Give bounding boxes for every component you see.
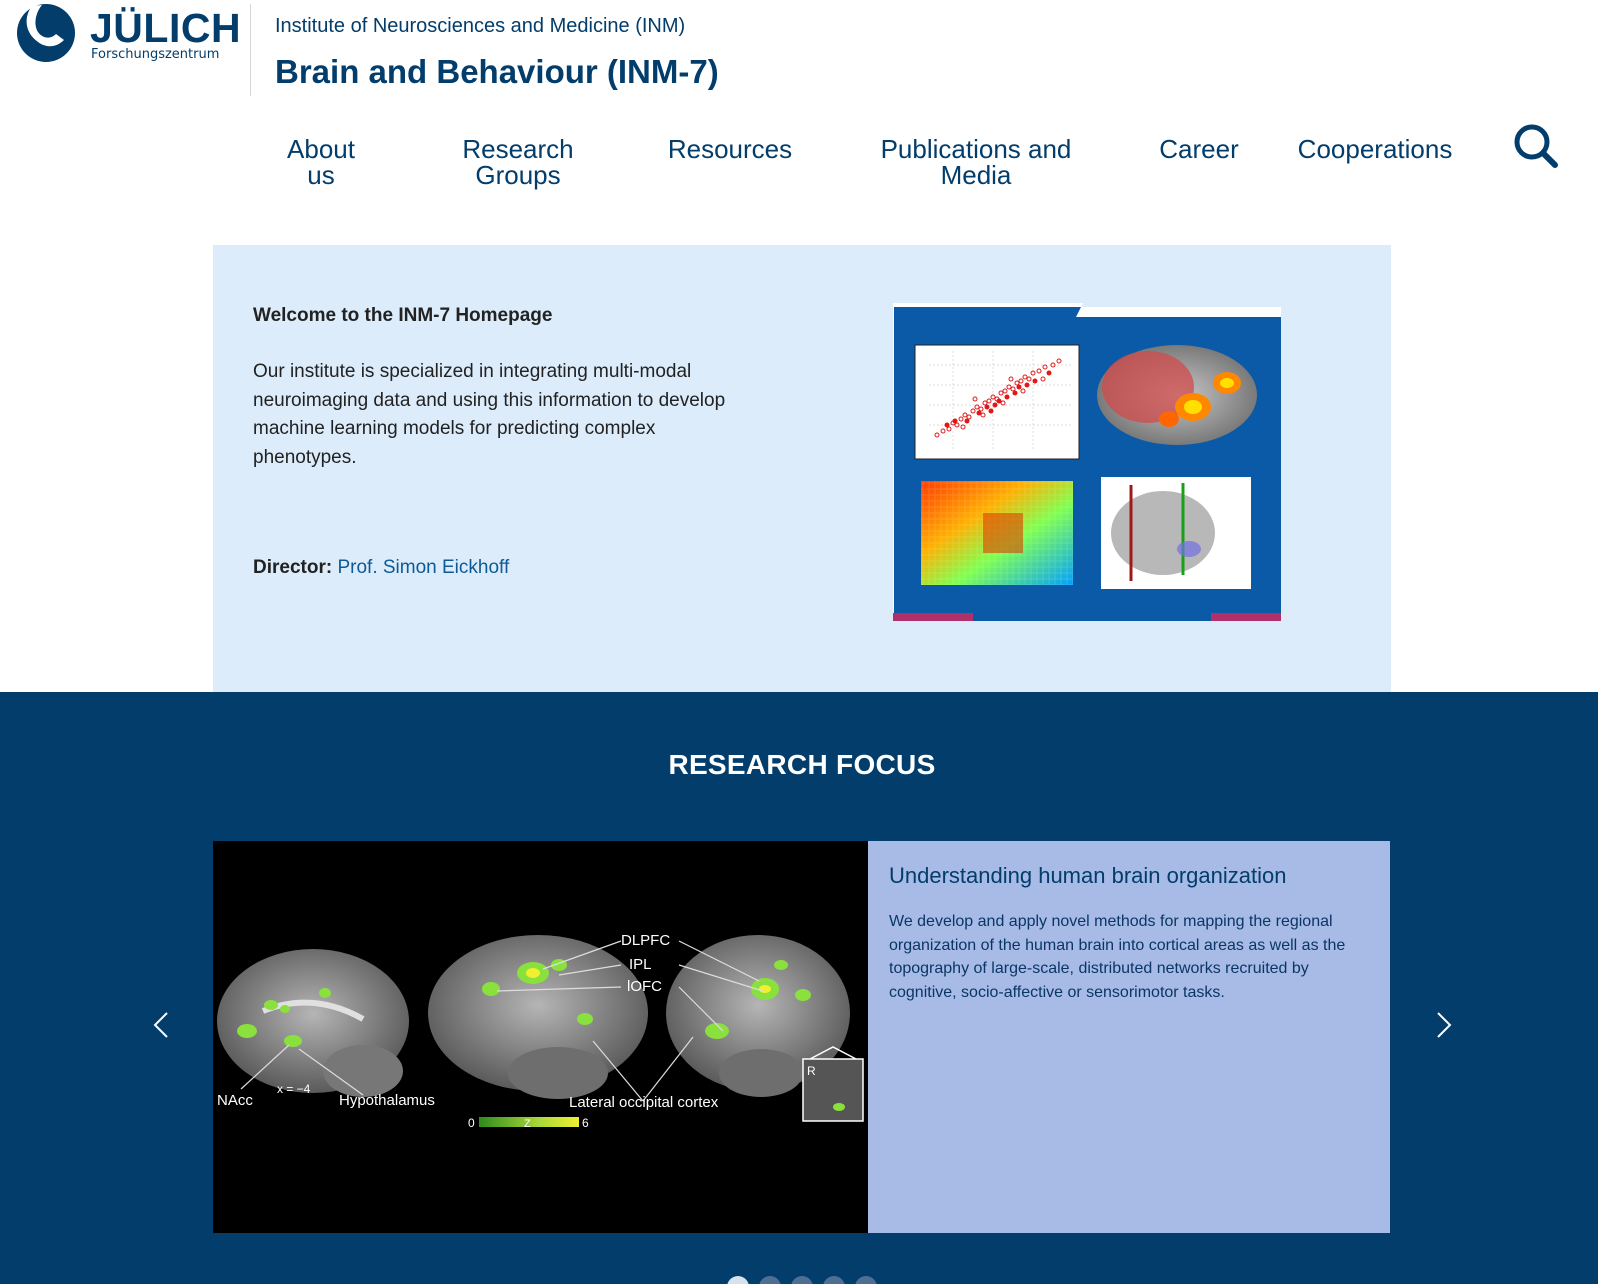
logo-wordmark: JÜLICH [90, 5, 242, 51]
label-hypothalamus: Hypothalamus [339, 1092, 435, 1109]
director-label: Director: [253, 557, 333, 578]
brain-activation-image [213, 841, 868, 1233]
director-link[interactable]: Prof. Simon Eickhoff [337, 557, 510, 578]
chevron-right-icon [1428, 1010, 1458, 1040]
main-navigation [0, 136, 1598, 196]
search-icon [1512, 122, 1560, 170]
nav-item-publications-and-media[interactable]: Publications and Media [880, 134, 1072, 190]
slide-text-card [868, 841, 1390, 1233]
carousel-dot[interactable] [727, 1276, 749, 1284]
site-title[interactable]: Brain and Behaviour (INM-7) [275, 53, 719, 90]
label-lateral-occipital-cortex: Lateral occipital cortex [569, 1094, 719, 1111]
carousel-slide [213, 841, 1390, 1233]
research-focus-section [0, 692, 1598, 1284]
header-divider [250, 4, 251, 96]
nav-item-cooperations[interactable]: Cooperations [1297, 134, 1453, 164]
label-scale-z: Z [524, 1118, 531, 1130]
nav-item-about-us[interactable]: About us [287, 134, 355, 190]
institute-name[interactable]: Institute of Neurosciences and Medicine (INM) [275, 15, 686, 37]
director-line [253, 557, 509, 579]
julich-logo-icon [16, 2, 76, 64]
label-ipl: IPL [629, 956, 652, 973]
welcome-text: Our institute is specialized in integrating multi-modal neuroimaging data and using this information to develop machine learning models for predicting complex phenotypes. [253, 361, 726, 468]
carousel-dot[interactable] [759, 1276, 781, 1284]
label-r: R [807, 1064, 816, 1078]
welcome-panel [213, 245, 1391, 692]
label-x-coordinate: x = −4 [277, 1082, 311, 1096]
carousel-dot[interactable] [791, 1276, 813, 1284]
chevron-left-icon [147, 1010, 177, 1040]
carousel-prev-button[interactable] [147, 1010, 177, 1040]
slide-description: We develop and apply novel methods for mapping the regional organization of the human brain into cortical areas as well as the topography of large-scale, distributed networks recruited by cognitive, socio-affective or sensorimotor tasks. [889, 913, 1346, 1001]
nav-item-resources[interactable]: Resources [667, 134, 793, 164]
label-dlpfc: DLPFC [621, 932, 671, 949]
research-collage-image [893, 303, 1281, 621]
nav-item-career[interactable]: Career [1159, 134, 1239, 164]
julich-logo[interactable] [16, 2, 242, 64]
slide-title[interactable]: Understanding human brain organization [889, 863, 1287, 888]
label-iofc: lOFC [627, 978, 662, 995]
carousel-dot[interactable] [823, 1276, 845, 1284]
nav-item-research-groups[interactable]: Research Groups [462, 134, 574, 190]
carousel-next-button[interactable] [1428, 1010, 1458, 1040]
label-scale-max: 6 [582, 1116, 589, 1130]
carousel-dot[interactable] [855, 1276, 877, 1284]
label-nacc: NAcc [217, 1092, 253, 1109]
welcome-heading: Welcome to the INM-7 Homepage [253, 305, 553, 326]
search-button[interactable] [1512, 122, 1560, 170]
logo-subtitle: Forschungszentrum [91, 47, 220, 62]
label-scale-min: 0 [468, 1116, 475, 1130]
research-focus-title: RESEARCH FOCUS [668, 749, 936, 780]
